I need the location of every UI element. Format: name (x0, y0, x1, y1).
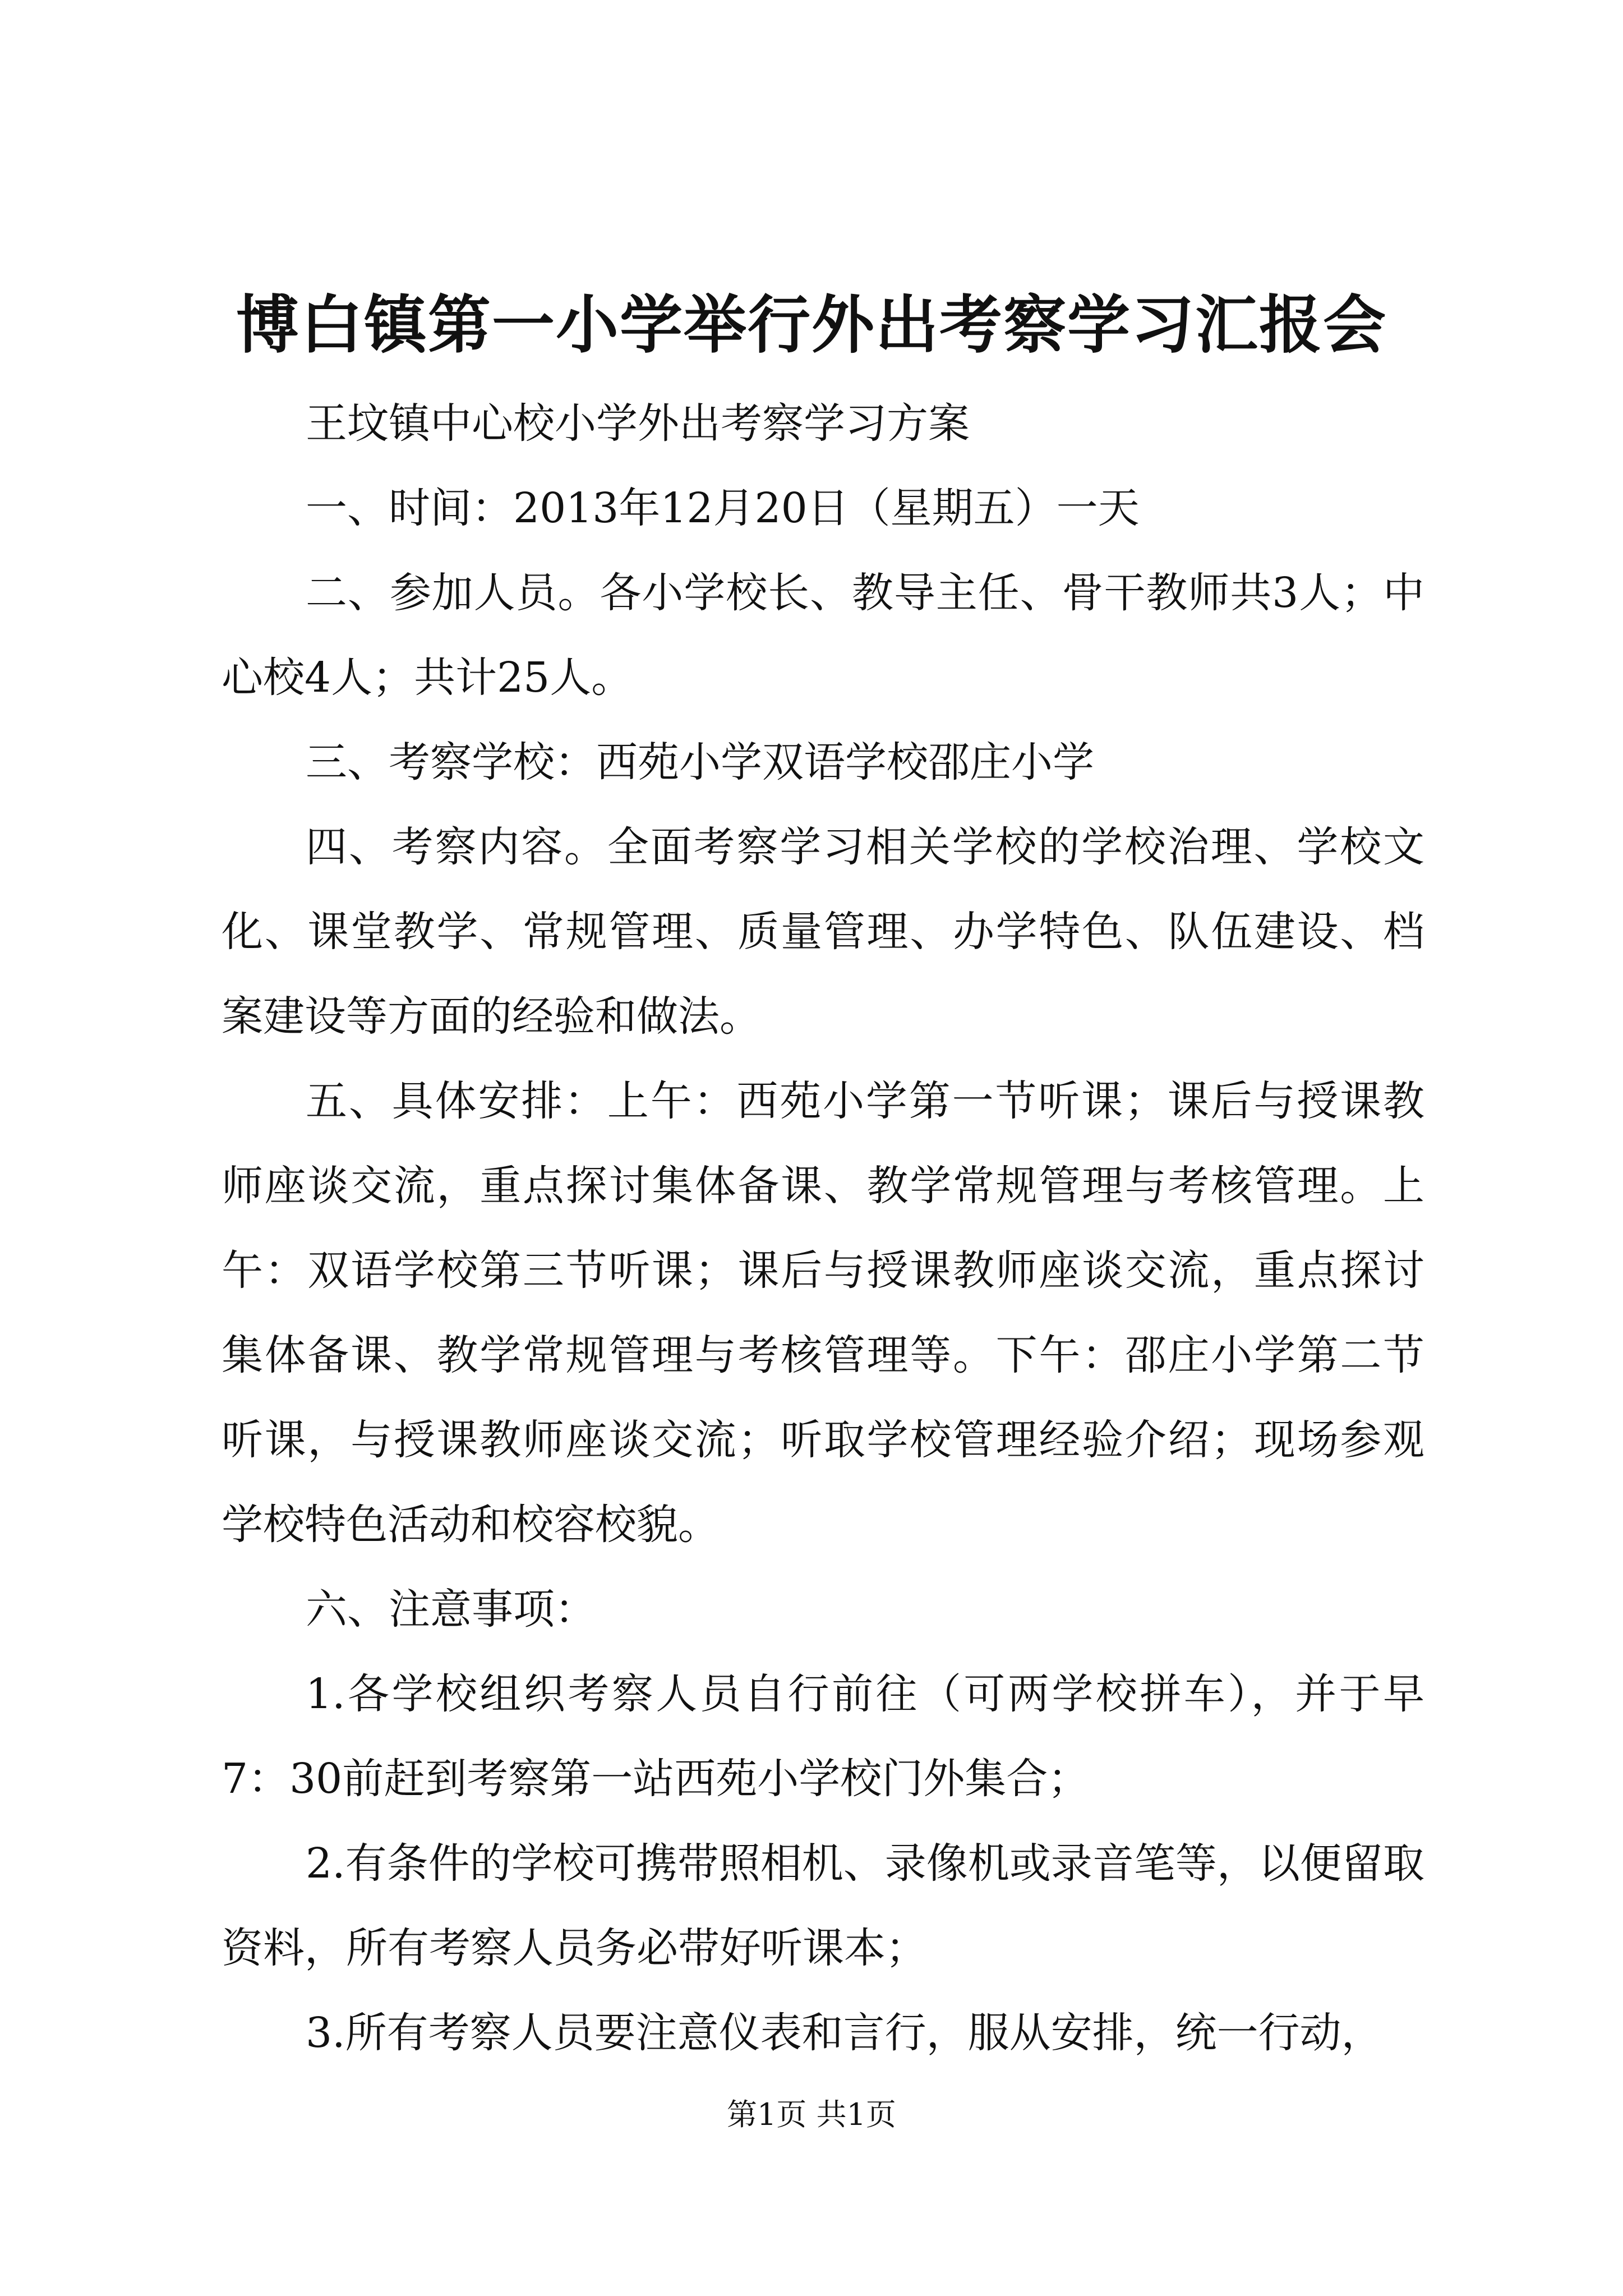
document-title: 博白镇第一小学举行外出考察学习汇报会 (236, 288, 1387, 362)
document-body (222, 381, 1424, 2076)
paragraph-time: 一、时间：2013年12月20日（星期五）一天 (306, 484, 1140, 532)
paragraph-note-3: 3.所有考察人员要注意仪表和言行，服从安排，统一行动， (306, 2009, 1383, 2057)
paragraph-note-1: 1.各学校组织考察人员自行前往（可两学校拼车），并于早7：30前赶到考察第一站西苑小学校门外集合； (222, 1670, 1424, 1803)
paragraph-subtitle: 王坟镇中心校小学外出考察学习方案 (306, 399, 970, 448)
paragraph-participants: 二、参加人员。各小学校长、教导主任、骨干教师共3人；中心校4人；共计25人。 (222, 569, 1424, 702)
paragraph-notes-heading: 六、注意事项： (306, 1585, 596, 1634)
page-footer: 第1页 共1页 (727, 2097, 896, 2132)
paragraph-note-2: 2.有条件的学校可携带照相机、录像机或录音笔等，以便留取资料，所有考察人员务必带好听课本； (222, 1839, 1424, 1972)
paragraph-schools: 三、考察学校：西苑小学双语学校邵庄小学 (306, 738, 1094, 786)
paragraph-arrangement: 五、具体安排：上午：西苑小学第一节听课；课后与授课教师座谈交流，重点探讨集体备课、教学常规管理与考核管理。上午：双语学校第三节听课；课后与授课教师座谈交流，重点探讨集体备课、教学常规管理与考核管理等。下午：邵庄小学第二节听课，与授课教师座谈交流；听取学校管理经验介绍；现场参观学校特色活动和校容校貌。 (222, 1077, 1424, 1549)
paragraph-content: 四、考察内容。全面考察学习相关学校的学校治理、学校文化、课堂教学、常规管理、质量管理、办学特色、队伍建设、档案建设等方面的经验和做法。 (222, 823, 1424, 1041)
